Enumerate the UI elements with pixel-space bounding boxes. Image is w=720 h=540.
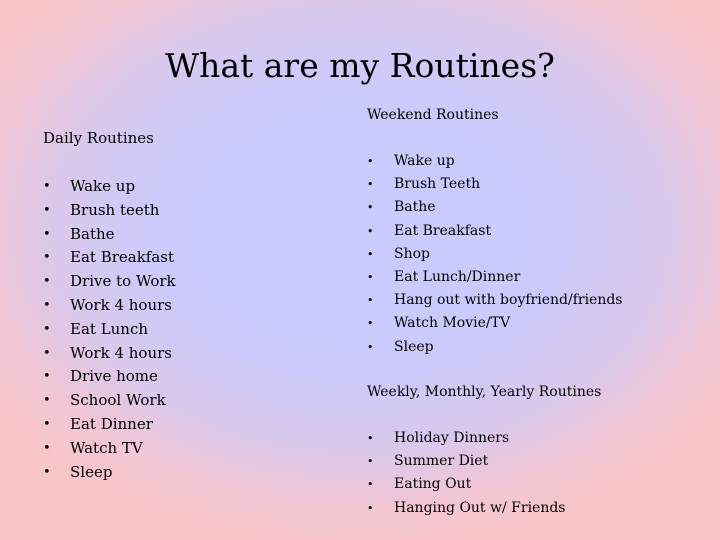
list-item-text: Work 4 hours (70, 343, 172, 362)
list-item-text: Bathe (70, 224, 115, 243)
list-item-text: Drive home (70, 367, 158, 386)
bullet-icon: • (43, 393, 51, 409)
list-item-text: Eat Breakfast (394, 222, 492, 239)
list-item-text: Wake up (70, 177, 136, 195)
bullet-icon: • (43, 179, 51, 194)
bullet-icon: • (367, 155, 374, 168)
weekend-routines-heading: Weekend Routines (367, 107, 499, 123)
bullet-icon: • (367, 247, 374, 261)
bullet-icon: • (43, 440, 51, 456)
list-item-text: Eat Lunch (70, 319, 149, 338)
bullet-icon: • (43, 369, 51, 385)
bullet-icon: • (367, 270, 374, 284)
bullet-icon: • (367, 455, 374, 469)
list-item-text: Eat Dinner (70, 414, 153, 433)
bullet-icon: • (43, 321, 51, 337)
bullet-icon: • (367, 201, 374, 215)
bullet-icon: • (367, 478, 374, 492)
list-item-text: Bathe (394, 199, 436, 216)
bullet-icon: • (367, 178, 374, 192)
bullet-icon: • (43, 250, 51, 266)
slide-title: What are my Routines? (165, 46, 555, 85)
list-item-text: Brush teeth (70, 200, 160, 219)
bullet-icon: • (43, 345, 51, 361)
list-item-text: Eating Out (394, 476, 472, 493)
list-item-text: Eat Breakfast (70, 248, 175, 267)
bullet-icon: • (367, 501, 374, 515)
list-item-text: Holiday Dinners (394, 430, 510, 446)
bullet-icon: • (43, 226, 51, 242)
list-item-text: Watch Movie/TV (394, 315, 511, 332)
bullet-icon: • (367, 340, 374, 354)
list-item-text: Sleep (394, 338, 434, 355)
bullet-icon: • (367, 432, 374, 445)
list-item-text: Wake up (394, 153, 455, 169)
list-item-text: Drive to Work (70, 272, 176, 291)
list-item-text: Hang out with boyfriend/friends (394, 292, 623, 309)
list-item-text: Summer Diet (394, 453, 489, 470)
list-item-text: Hanging Out w/ Friends (394, 499, 566, 516)
list-item-text: Work 4 hours (70, 295, 172, 314)
bullet-icon: • (43, 416, 51, 432)
bullet-icon: • (367, 317, 374, 331)
bullet-icon: • (43, 464, 51, 480)
list-item-text: Sleep (70, 462, 113, 481)
list-item-text: Brush Teeth (394, 176, 481, 193)
list-item-text: Shop (394, 245, 430, 262)
bullet-icon: • (43, 297, 51, 313)
list-item-text: School Work (70, 391, 166, 410)
bullet-icon: • (367, 224, 374, 238)
weekly-monthly-yearly-heading: Weekly, Monthly, Yearly Routines (367, 384, 602, 400)
list-item-text: Watch TV (70, 438, 143, 457)
bullet-icon: • (43, 202, 51, 218)
bullet-icon: • (367, 294, 374, 308)
daily-routines-heading: Daily Routines (43, 129, 154, 147)
bullet-icon: • (43, 274, 51, 290)
list-item-text: Eat Lunch/Dinner (394, 268, 521, 285)
